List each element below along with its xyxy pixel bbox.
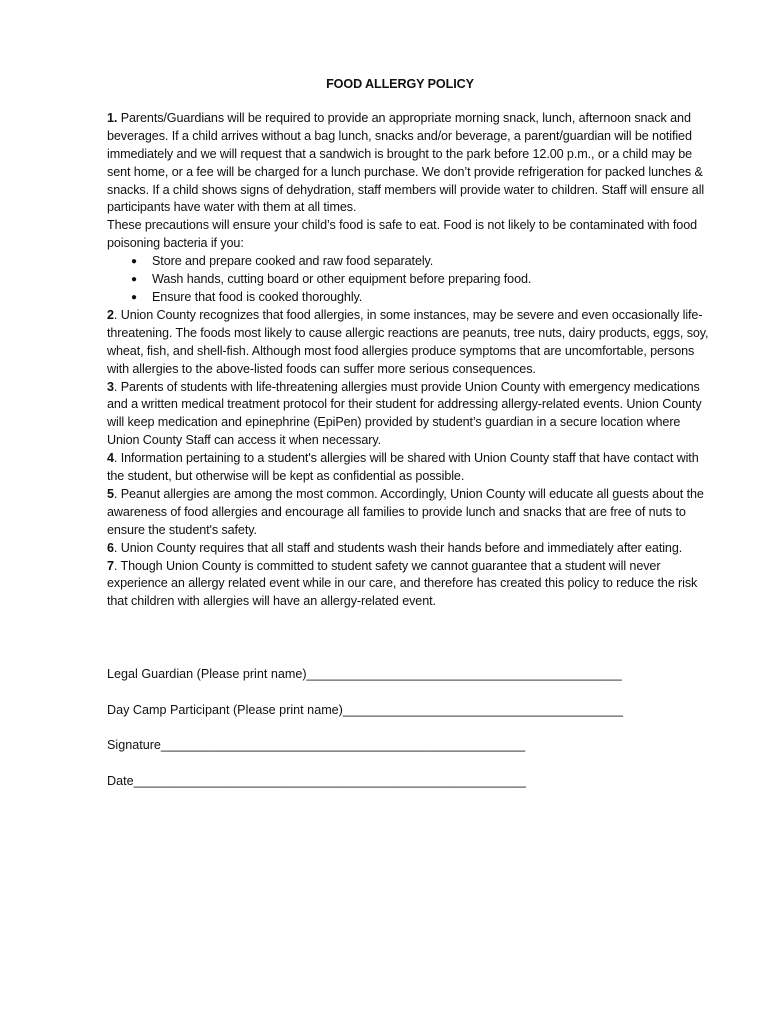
list-item-text: Store and prepare cooked and raw food separately. xyxy=(152,254,434,269)
paragraph-2-text: . Union County recognizes that food allergies, in some instances, may be severe and even occasionally life-threatening. The foods most likely to cause allergic reactions are peanuts, tree nuts, dairy products, eggs, soy, wheat, fish, and shell-fish. Although most food allergies produce symptoms that are uncomfortable, persons with allergies to the above-listed foods can suffer more serious consequences. xyxy=(107,307,709,376)
paragraph-1-text: Parents/Guardians will be required to provide an appropriate morning snack, lunch, afternoon snack and beverages. If a child arrives without a bag lunch, snacks and/or beverage, a parent/guardian will be notified immediately and we will request that a sandwich is brought to the park before 12.00 p.m., or a child may be sent home, or a fee will be charged for a lunch purchase. We don’t provide refrigeration for packed lunches & snacks. If a child shows signs of dehydration, staff members will provide water to children. Staff will ensure all participants have water with them at all times. xyxy=(107,110,705,215)
legal-guardian-field[interactable]: Legal Guardian (Please print name)_____________________________________________ xyxy=(107,667,622,681)
date-field[interactable]: Date________________________________________________________ xyxy=(107,773,526,788)
list-item-text: Ensure that food is cooked thoroughly. xyxy=(152,289,363,304)
paragraph-3 xyxy=(107,379,715,451)
paragraph-5-number: 5 xyxy=(107,486,114,501)
paragraph-5-text: . Peanut allergies are among the most common. Accordingly, Union County will educate all guests about the awareness of food allergies and encourage all families to provide lunch and snacks that are free of nuts to ensure the student's safety. xyxy=(107,486,704,537)
bullet-icon: ● xyxy=(131,256,137,268)
paragraph-2-number: 2 xyxy=(107,307,114,322)
page-title: FOOD ALLERGY POLICY xyxy=(326,77,474,91)
paragraph-4-text: . Information pertaining to a student's allergies will be shared with Union County staff that have contact with the student, but otherwise will be kept as confidential as possible. xyxy=(107,451,699,484)
paragraph-7 xyxy=(107,558,715,612)
paragraph-2 xyxy=(107,307,715,379)
participant-name-field[interactable]: Day Camp Participant (Please print name)________________________________________ xyxy=(107,702,624,717)
paragraph-1-number: 1. xyxy=(107,110,118,125)
paragraph-6-number: 6 xyxy=(107,540,114,555)
list-item xyxy=(107,253,715,271)
paragraph-1 xyxy=(107,110,715,217)
list-item-text: Wash hands, cutting board or other equipment before preparing food. xyxy=(152,272,532,287)
paragraph-3-number: 3 xyxy=(107,379,114,394)
paragraph-4-number: 4 xyxy=(107,451,114,466)
list-item xyxy=(107,271,715,289)
paragraph-7-number: 7 xyxy=(107,558,114,573)
paragraph-4 xyxy=(107,450,715,486)
list-item xyxy=(107,289,715,307)
paragraph-6 xyxy=(107,540,715,558)
bullet-icon: ● xyxy=(131,291,137,303)
paragraph-7-text: . Though Union County is committed to student safety we cannot guarantee that a student will never experience an allergy related event while in our care, and therefore has created this policy to reduce the risk that children with allergies will have an allergy-related event. xyxy=(107,558,698,609)
policy-document xyxy=(107,76,715,611)
paragraph-6-text: . Union County requires that all staff and students wash their hands before and immediately after eating. xyxy=(113,540,683,555)
precautions-list xyxy=(107,253,715,307)
signature-section xyxy=(107,666,627,808)
paragraph-5 xyxy=(107,486,715,540)
paragraph-3-text: . Parents of students with life-threatening allergies must provide Union County with emergency medications and a written medical treatment protocol for their student for addressing allergy-related events. Union County will keep medication and epinephrine (EpiPen) provided by student’s guardian in a secure location where Union County Staff can access it when necessary. xyxy=(107,379,702,448)
precautions-intro: These precautions will ensure your child’s food is safe to eat. Food is not likely to be contaminated with food poisoning bacteria if you: xyxy=(107,218,698,251)
signature-field[interactable]: Signature____________________________________________________ xyxy=(107,738,526,752)
bullet-icon: ● xyxy=(131,274,137,286)
